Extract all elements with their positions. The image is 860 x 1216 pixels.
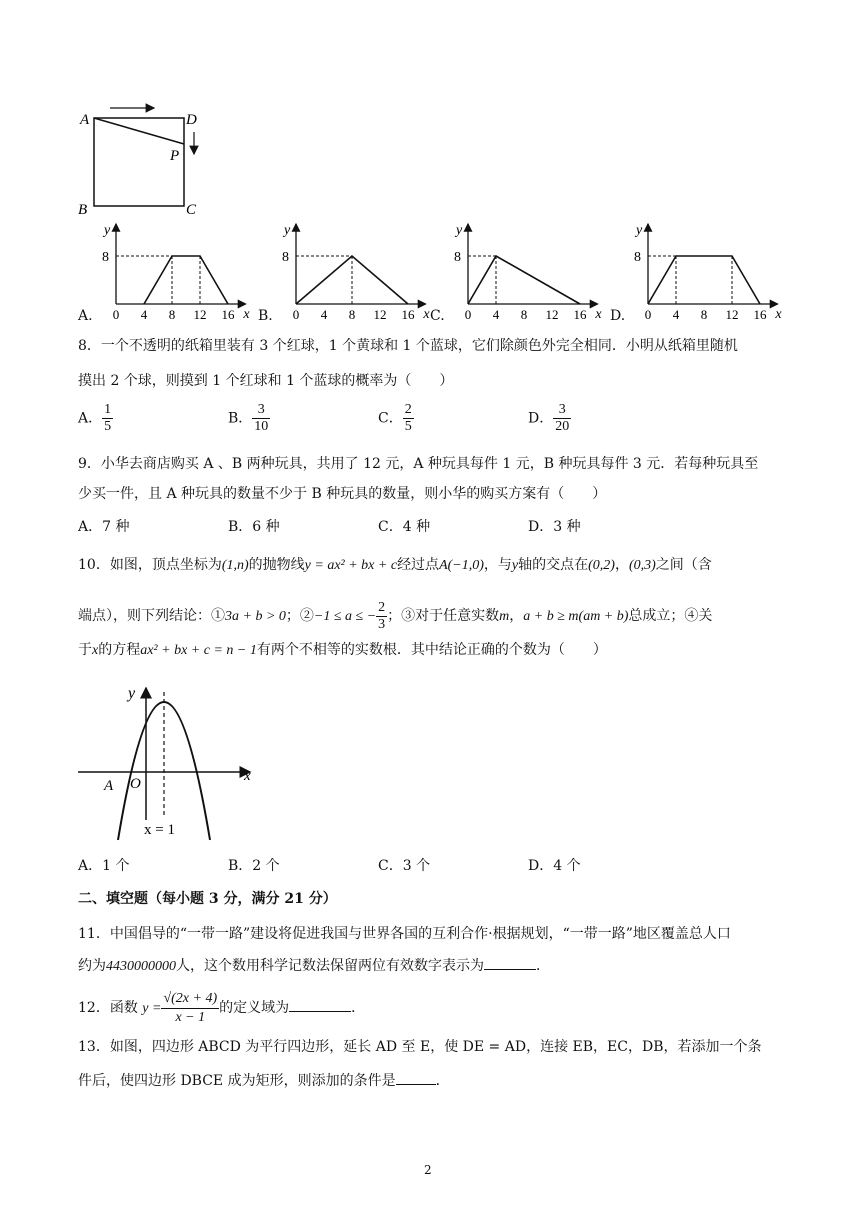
x-axis-label: x (595, 307, 602, 322)
q8-option-c: C． $\frac{2}{5}$ (378, 402, 412, 434)
graph-option-label-1: A. (78, 308, 93, 324)
q10-option-d: D．4 个 (528, 858, 581, 874)
x-tick-label-0: 0 (292, 307, 300, 322)
y-axis-label: y (456, 223, 463, 238)
q10-line1: 10．如图，顶点坐标为(1,n)的抛物线y = ax² + bx + c经过点A(−1,0)，与y轴的交点在(0,2)，(0,3)之间（含 (78, 557, 712, 573)
graph-option-label-3: C. (430, 308, 445, 324)
x-tick-label-0: 0 (644, 307, 652, 322)
y-axis-label: y (104, 223, 111, 238)
q9-option-d: D．3 种 (528, 519, 581, 535)
label-o: O (130, 776, 141, 792)
q12-line: 12．函数 y = $\frac{√(2x + 4)}{x - 1}$ 的定义域为 ． (78, 990, 366, 1025)
label-b: B (78, 202, 88, 218)
q8-option-d: D． $\frac{3}{20}$ (528, 402, 570, 434)
label-x: x (244, 768, 251, 784)
x-tick-label-8: 8 (520, 307, 528, 322)
x-tick-label-16: 16 (753, 307, 767, 322)
square-figure (70, 96, 210, 221)
graph-option-label-2: B. (258, 308, 273, 324)
x-axis-label: x (775, 307, 782, 322)
graph-3 (450, 216, 600, 322)
q11-answer-blank[interactable] (484, 955, 536, 970)
q10-option-a: A．1 个 (78, 858, 130, 874)
q10-option-c: C．3 个 (378, 858, 431, 874)
x-tick-label-4: 4 (492, 307, 500, 322)
graph-line (648, 256, 760, 304)
label-axis: x = 1 (144, 822, 175, 838)
graph-line (468, 256, 580, 304)
y-tick-label: 8 (282, 250, 289, 265)
q9-option-a: A．7 种 (78, 519, 130, 535)
q10-line3: 于x的方程ax² + bx + c = n − 1有两个不相等的实数根．其中结论正确的个数为（ ） (78, 642, 607, 658)
graph-1 (98, 216, 248, 322)
q13-line2: 件后，使四边形 DBCE 成为矩形，则添加的条件是 ． (78, 1070, 450, 1091)
x-tick-label-4: 4 (320, 307, 328, 322)
parabola-figure (74, 680, 264, 840)
q8-line1: 8．一个不透明的纸箱里装有 3 个红球，1 个黄球和 1 个蓝球，它们除颜色外完全相同．小明从纸箱里随机 (78, 338, 738, 354)
y-tick-label: 8 (634, 250, 641, 265)
graph-4 (630, 216, 780, 322)
segment-ap (94, 118, 184, 144)
section-heading: 二、填空题（每小题 3 分，满分 21 分） (78, 891, 337, 907)
x-axis-label: x (243, 307, 250, 322)
q11-line2: 约为4430000000人，这个数用科学记数法保留两位有效数字表示为 ． (78, 955, 550, 977)
q13-answer-blank[interactable] (396, 1070, 436, 1085)
label-p: P (170, 148, 180, 164)
x-tick-label-8: 8 (348, 307, 356, 322)
label-d: D (186, 112, 197, 128)
x-tick-label-16: 16 (401, 307, 415, 322)
x-tick-label-4: 4 (672, 307, 680, 322)
q9-option-c: C．4 种 (378, 519, 431, 535)
q8-line2: 摸出 2 个球，则摸到 1 个红球和 1 个蓝球的概率为（ ） (78, 373, 454, 389)
q12-answer-blank[interactable] (289, 997, 351, 1012)
label-y: y (128, 685, 136, 702)
label-c: C (186, 202, 197, 218)
graph-2 (278, 216, 428, 322)
x-tick-label-8: 8 (168, 307, 176, 322)
x-tick-label-12: 12 (373, 307, 387, 322)
page-number: 2 (424, 1163, 432, 1177)
x-tick-label-0: 0 (112, 307, 120, 322)
q8-option-b: B． $\frac{3}{10}$ (228, 402, 269, 434)
q11-line1: 11．中国倡导的“一带一路”建设将促进我国与世界各国的互利合作·根据规划，“一带一路”地区覆盖总人口 (78, 926, 731, 942)
x-tick-label-16: 16 (221, 307, 235, 322)
q10-line2: 端点），则下列结论：①3a + b > 0；②−1 ≤ a ≤ − $\frac{2}{3}$ ；③对于任意实数m，a + b ≥ m(am + b)总成立；④关 (78, 599, 713, 632)
x-tick-label-12: 12 (725, 307, 739, 322)
x-axis-label: x (423, 307, 430, 322)
q9-line2: 少买一件，且 A 种玩具的数量不少于 B 种玩具的数量，则小华的购买方案有（ ） (78, 486, 607, 502)
q13-line1: 13．如图，四边形 ABCD 为平行四边形，延长 AD 至 E，使 DE = AD，连接 EB，EC，DB，若添加一个条 (78, 1039, 762, 1055)
x-tick-label-0: 0 (464, 307, 472, 322)
q8-option-a: A． $\frac{1}{5}$ (78, 402, 112, 434)
y-tick-label: 8 (454, 250, 461, 265)
x-tick-label-8: 8 (700, 307, 708, 322)
x-tick-label-12: 12 (193, 307, 207, 322)
y-axis-label: y (636, 223, 643, 238)
q9-line1: 9．小华去商店购买 A 、B 两种玩具，共用了 12 元，A 种玩具每件 1 元，B 种玩具每件 3 元．若每种玩具至 (78, 456, 759, 472)
q10-option-b: B．2 个 (228, 858, 280, 874)
q9-option-b: B．6 种 (228, 519, 280, 535)
x-tick-label-16: 16 (573, 307, 587, 322)
label-a: A (80, 112, 90, 128)
y-tick-label: 8 (102, 250, 109, 265)
graph-line (144, 256, 228, 304)
label-a: A (104, 778, 114, 794)
x-tick-label-12: 12 (545, 307, 559, 322)
y-axis-label: y (284, 223, 291, 238)
x-tick-label-4: 4 (140, 307, 148, 322)
graph-option-label-4: D. (610, 308, 626, 324)
